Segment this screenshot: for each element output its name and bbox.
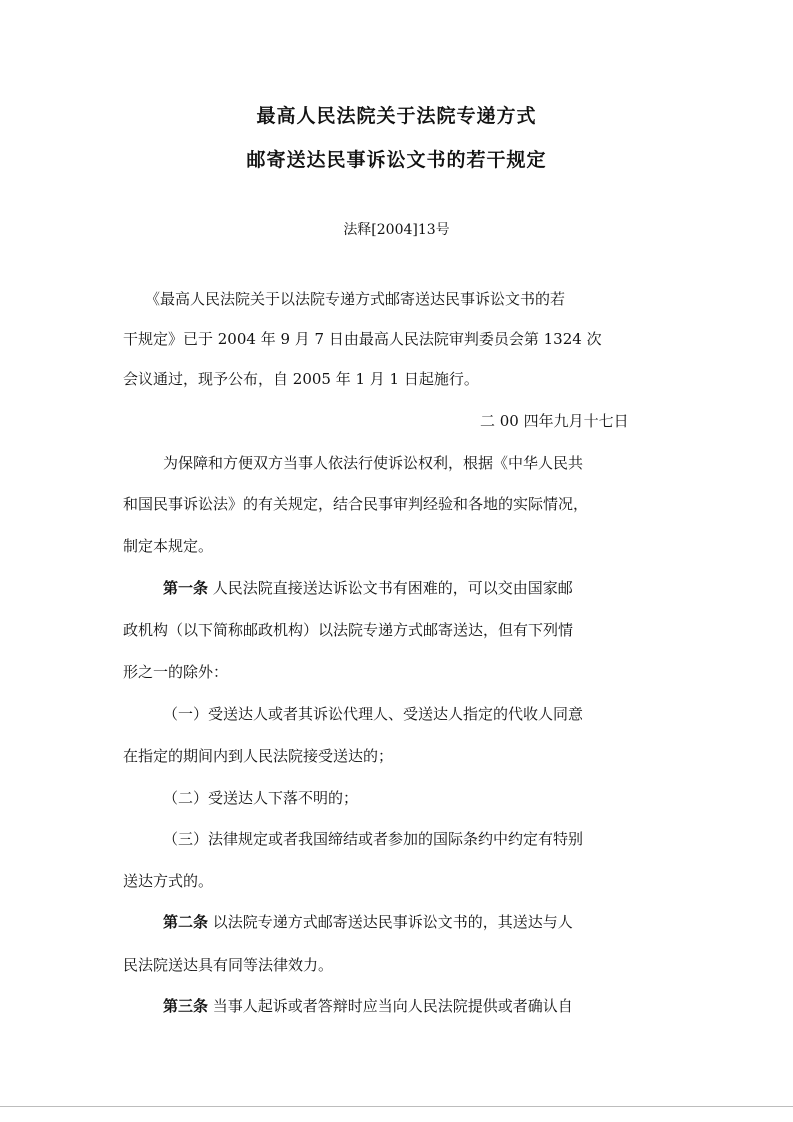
article-1-text: 人民法院直接送达诉讼文书有困难的，可以交由国家邮 [212, 579, 573, 597]
article-1-item-1-line-2: 在指定的期间内到人民法院接受送达的； [123, 747, 394, 765]
article-1-item-2: （二）受送达人下落不明的； [163, 789, 359, 807]
document-title-line-1: 最高人民法院关于法院专递方式 [256, 105, 537, 127]
article-1-heading: 第一条 [163, 579, 209, 597]
document-number: 法释[2004]13号 [343, 222, 450, 238]
announcement-line-1: 《最高人民法院关于以法院专递方式邮寄送达民事诉讼文书的若 [145, 290, 566, 308]
article-1-line-2: 政机构（以下简称邮政机构）以法院专递方式邮寄送达，但有下列情 [123, 621, 574, 639]
article-1-item-1-line-1: （一）受送达人或者其诉讼代理人、受送达人指定的代收人同意 [163, 705, 584, 723]
article-2-text: 以法院专递方式邮寄送达民事诉讼文书的，其送达与人 [212, 913, 573, 931]
article-1-item-3-line-2: 送达方式的。 [123, 872, 214, 890]
article-3-line-1 [123, 996, 718, 1016]
article-2-heading: 第二条 [163, 913, 209, 931]
article-2-line-1 [123, 912, 718, 932]
article-3-text: 当事人起诉或者答辩时应当向人民法院提供或者确认自 [212, 997, 573, 1015]
preamble-line-2: 和国民事诉讼法》的有关规定，结合民事审判经验和各地的实际情况， [123, 495, 589, 513]
announcement-date: 二 00 四年九月十七日 [480, 412, 629, 430]
article-1-line-1 [123, 578, 718, 598]
article-3-heading: 第三条 [163, 997, 209, 1015]
announcement-line-2: 干规定》已于 2004 年 9 月 7 日由最高人民法院审判委员会第 1324 次 [123, 330, 602, 348]
preamble-line-1: 为保障和方便双方当事人依法行使诉讼权利，根据《中华人民共 [163, 454, 584, 472]
article-1-line-3: 形之一的除外： [123, 663, 229, 681]
article-1-item-3-line-1: （三）法律规定或者我国缔结或者参加的国际条约中约定有特别 [163, 830, 584, 848]
announcement-line-3: 会议通过，现予公布，自 2005 年 1 月 1 日起施行。 [123, 370, 479, 388]
page-bottom-rule [0, 1106, 793, 1107]
document-title-line-2: 邮寄送达民事诉讼文书的若干规定 [246, 149, 547, 171]
article-2-line-2: 民法院送达具有同等法律效力。 [123, 956, 334, 974]
preamble-line-3: 制定本规定。 [123, 537, 214, 555]
